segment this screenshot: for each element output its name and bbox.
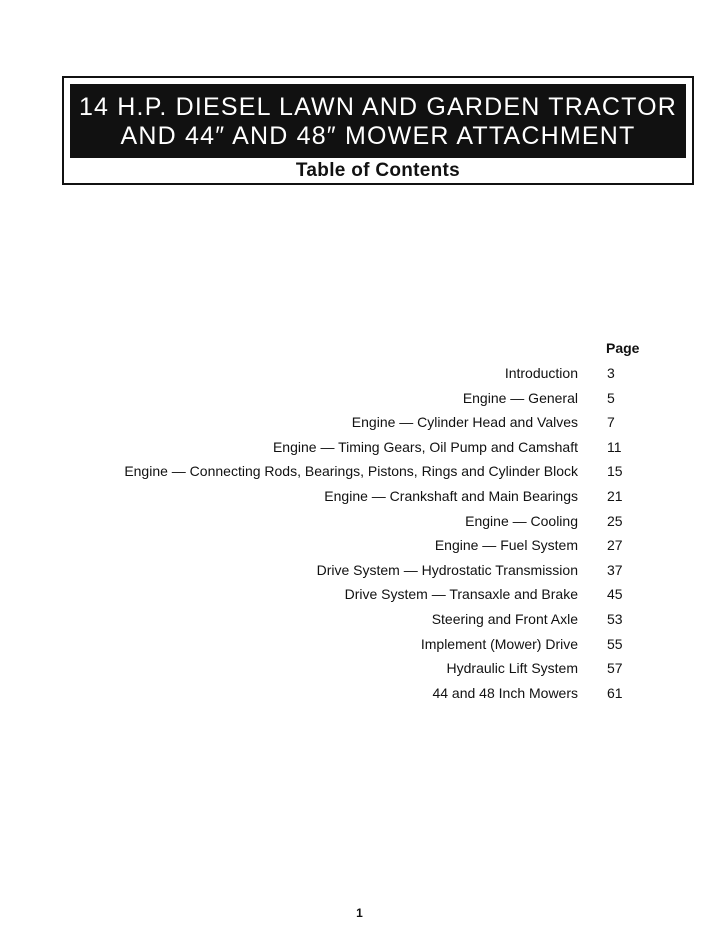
toc-entry: [0, 388, 719, 413]
toc-entry: [0, 412, 719, 437]
toc-entry-title: Engine — General: [462, 389, 578, 406]
toc-entry-page: 11: [607, 438, 622, 455]
toc-entry-page: 55: [607, 635, 623, 652]
page-number: 1: [356, 906, 363, 920]
toc-entry-title: Engine — Fuel System: [434, 537, 578, 554]
toc-entry-page: 21: [607, 487, 623, 504]
toc-entry-title: 44 and 48 Inch Mowers: [432, 684, 578, 701]
toc-entry-title: Implement (Mower) Drive: [420, 635, 578, 652]
toc-entry-title: Engine — Cylinder Head and Valves: [351, 414, 578, 431]
toc-entry: [0, 437, 719, 462]
title-box: [62, 76, 694, 185]
toc-entry-title: Engine — Crankshaft and Main Bearings: [324, 487, 578, 504]
toc-entry: [0, 363, 719, 388]
page-column-header: Page: [606, 340, 640, 356]
toc-entry-page: 57: [607, 660, 623, 677]
toc-entry-title: Hydraulic Lift System: [446, 660, 578, 677]
toc-entry-page: 53: [607, 610, 623, 627]
title-line-1: 14 H.P. DIESEL LAWN AND GARDEN TRACTOR: [78, 93, 678, 121]
toc-entry-title: Drive System — Transaxle and Brake: [344, 586, 578, 603]
toc-entry-page: 37: [607, 561, 623, 578]
toc-entry: [0, 461, 719, 486]
toc-entry: [0, 560, 719, 585]
toc-entry: [0, 584, 719, 609]
toc-entry-title: Engine — Cooling: [465, 512, 578, 529]
toc-entry-page: 61: [607, 684, 623, 701]
toc-entry: [0, 634, 719, 659]
toc-entry-page: 27: [607, 537, 623, 554]
toc-list: [0, 363, 719, 707]
toc-entry: [0, 683, 719, 708]
toc-entry: [0, 535, 719, 560]
toc-entry-title: Drive System — Hydrostatic Transmission: [316, 561, 578, 578]
toc-entry-page: 3: [607, 365, 615, 381]
toc-entry-page: 15: [607, 463, 623, 480]
toc-entry-title: Steering and Front Axle: [431, 610, 578, 627]
toc-entry: [0, 609, 719, 634]
title-line-2: AND 44″ AND 48″ MOWER ATTACHMENT: [120, 122, 636, 150]
toc-entry-page: 25: [607, 512, 623, 529]
toc-entry: [0, 511, 719, 536]
toc-entry-title: Engine — Connecting Rods, Bearings, Pistons, Rings and Cylinder Block: [124, 463, 578, 480]
toc-entry: [0, 486, 719, 511]
title-banner: [70, 84, 686, 158]
toc-heading: Table of Contents: [295, 160, 461, 181]
toc-entry-page: 45: [607, 586, 623, 603]
toc-entry-page: 7: [607, 414, 615, 431]
toc-entry-title: Introduction: [504, 365, 578, 381]
toc-entry-page: 5: [607, 389, 615, 406]
toc-entry: [0, 658, 719, 683]
toc-entry-title: Engine — Timing Gears, Oil Pump and Camshaft: [272, 438, 578, 455]
